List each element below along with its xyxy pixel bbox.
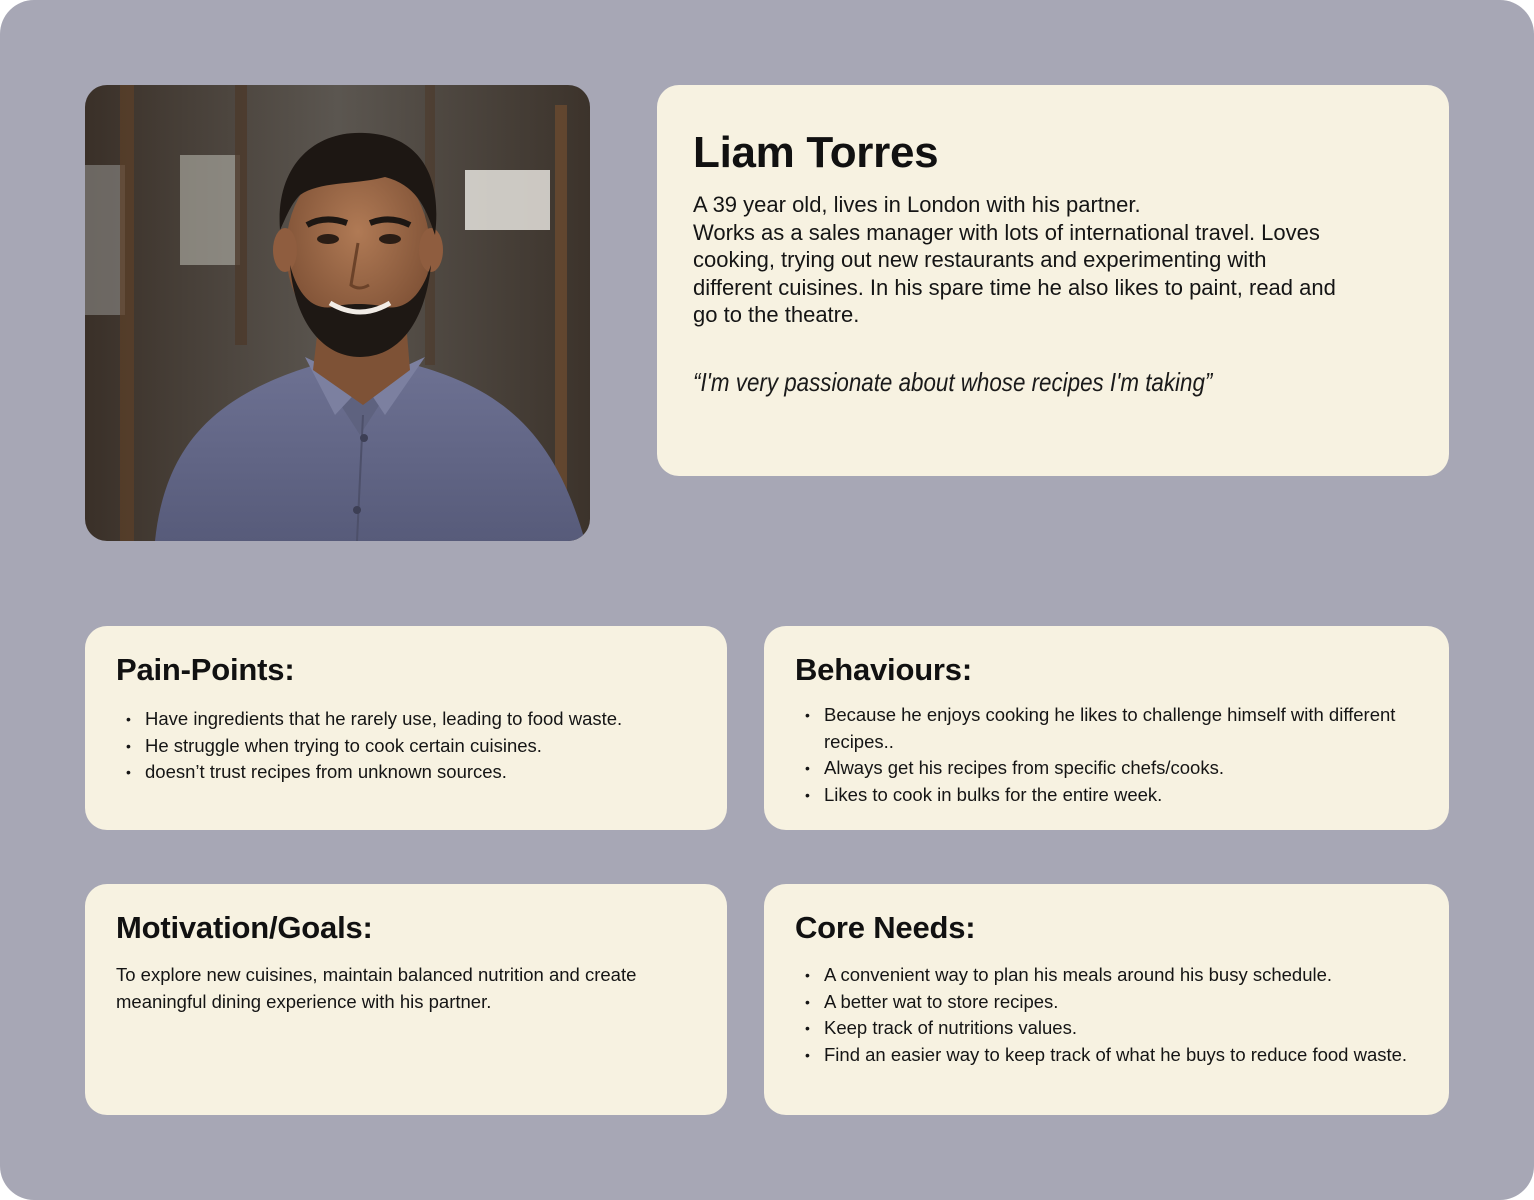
- core-needs-card: [764, 884, 1449, 1115]
- list-item: [805, 782, 1419, 809]
- behaviours-card: [764, 626, 1449, 830]
- list-item-text: A better wat to store recipes.: [824, 990, 1059, 1012]
- bullet-icon: •: [805, 707, 810, 723]
- list-item: [126, 733, 697, 760]
- list-item: [805, 962, 1419, 989]
- pain-points-list: [116, 706, 697, 786]
- bio-line: Works as a sales manager with lots of international travel. Loves: [693, 219, 1320, 245]
- persona-name: Liam Torres: [693, 128, 939, 177]
- list-item: [805, 702, 1419, 755]
- list-item: [126, 759, 697, 786]
- persona-quote: “I'm very passionate about whose recipes I'm taking”: [693, 366, 1213, 397]
- list-item-text: Have ingredients that he rarely use, leading to food waste.: [145, 708, 623, 729]
- list-item-text: Find an easier way to keep track of what he buys to reduce food waste.: [824, 1043, 1408, 1065]
- list-item-text: Likes to cook in bulks for the entire week.: [824, 783, 1163, 805]
- list-item: [126, 706, 697, 733]
- bullet-icon: •: [805, 967, 810, 983]
- bullet-icon: •: [805, 786, 810, 803]
- bullet-icon: •: [126, 711, 131, 727]
- persona-bio: [693, 191, 1413, 329]
- bio-line: different cuisines. In his spare time he also likes to paint, read and: [693, 274, 1336, 300]
- list-item: [805, 989, 1419, 1016]
- list-item-text: He struggle when trying to cook certain cuisines.: [145, 734, 542, 756]
- bio-line: cooking, trying out new restaurants and experimenting with: [693, 247, 1267, 273]
- core-needs-title: Core Needs:: [795, 910, 976, 945]
- list-item-text: doesn’t trust recipes from unknown sources.: [145, 761, 507, 782]
- profile-card: [657, 85, 1449, 476]
- bullet-icon: •: [805, 1020, 810, 1036]
- list-item: [805, 755, 1419, 782]
- bullet-icon: •: [126, 737, 131, 754]
- pain-points-card: [85, 626, 727, 830]
- bullet-icon: •: [805, 993, 810, 1010]
- behaviours-list: [795, 702, 1419, 808]
- list-item: [805, 1042, 1419, 1069]
- bullet-icon: •: [126, 764, 131, 780]
- list-item-text: Because he enjoys cooking he likes to challenge himself with different recipes..: [824, 704, 1396, 752]
- motivation-text: To explore new cuisines, maintain balanced nutrition and create meaningful dining experience with his partner.: [116, 964, 637, 1012]
- behaviours-title: Behaviours:: [795, 652, 972, 687]
- list-item: [805, 1015, 1419, 1042]
- motivation-card: [85, 884, 727, 1115]
- list-item-text: Keep track of nutritions values.: [824, 1017, 1077, 1038]
- pain-points-title: Pain-Points:: [116, 652, 295, 687]
- motivation-title: Motivation/Goals:: [116, 910, 373, 945]
- bio-line: A 39 year old, lives in London with his partner.: [693, 192, 1141, 217]
- bio-line: go to the theatre.: [693, 302, 860, 328]
- bullet-icon: •: [805, 1046, 810, 1063]
- bullet-icon: •: [805, 760, 810, 776]
- list-item-text: A convenient way to plan his meals around his busy schedule.: [824, 964, 1333, 985]
- list-item-text: Always get his recipes from specific chefs/cooks.: [824, 757, 1224, 778]
- core-needs-list: [795, 962, 1419, 1068]
- persona-photo: [85, 85, 590, 541]
